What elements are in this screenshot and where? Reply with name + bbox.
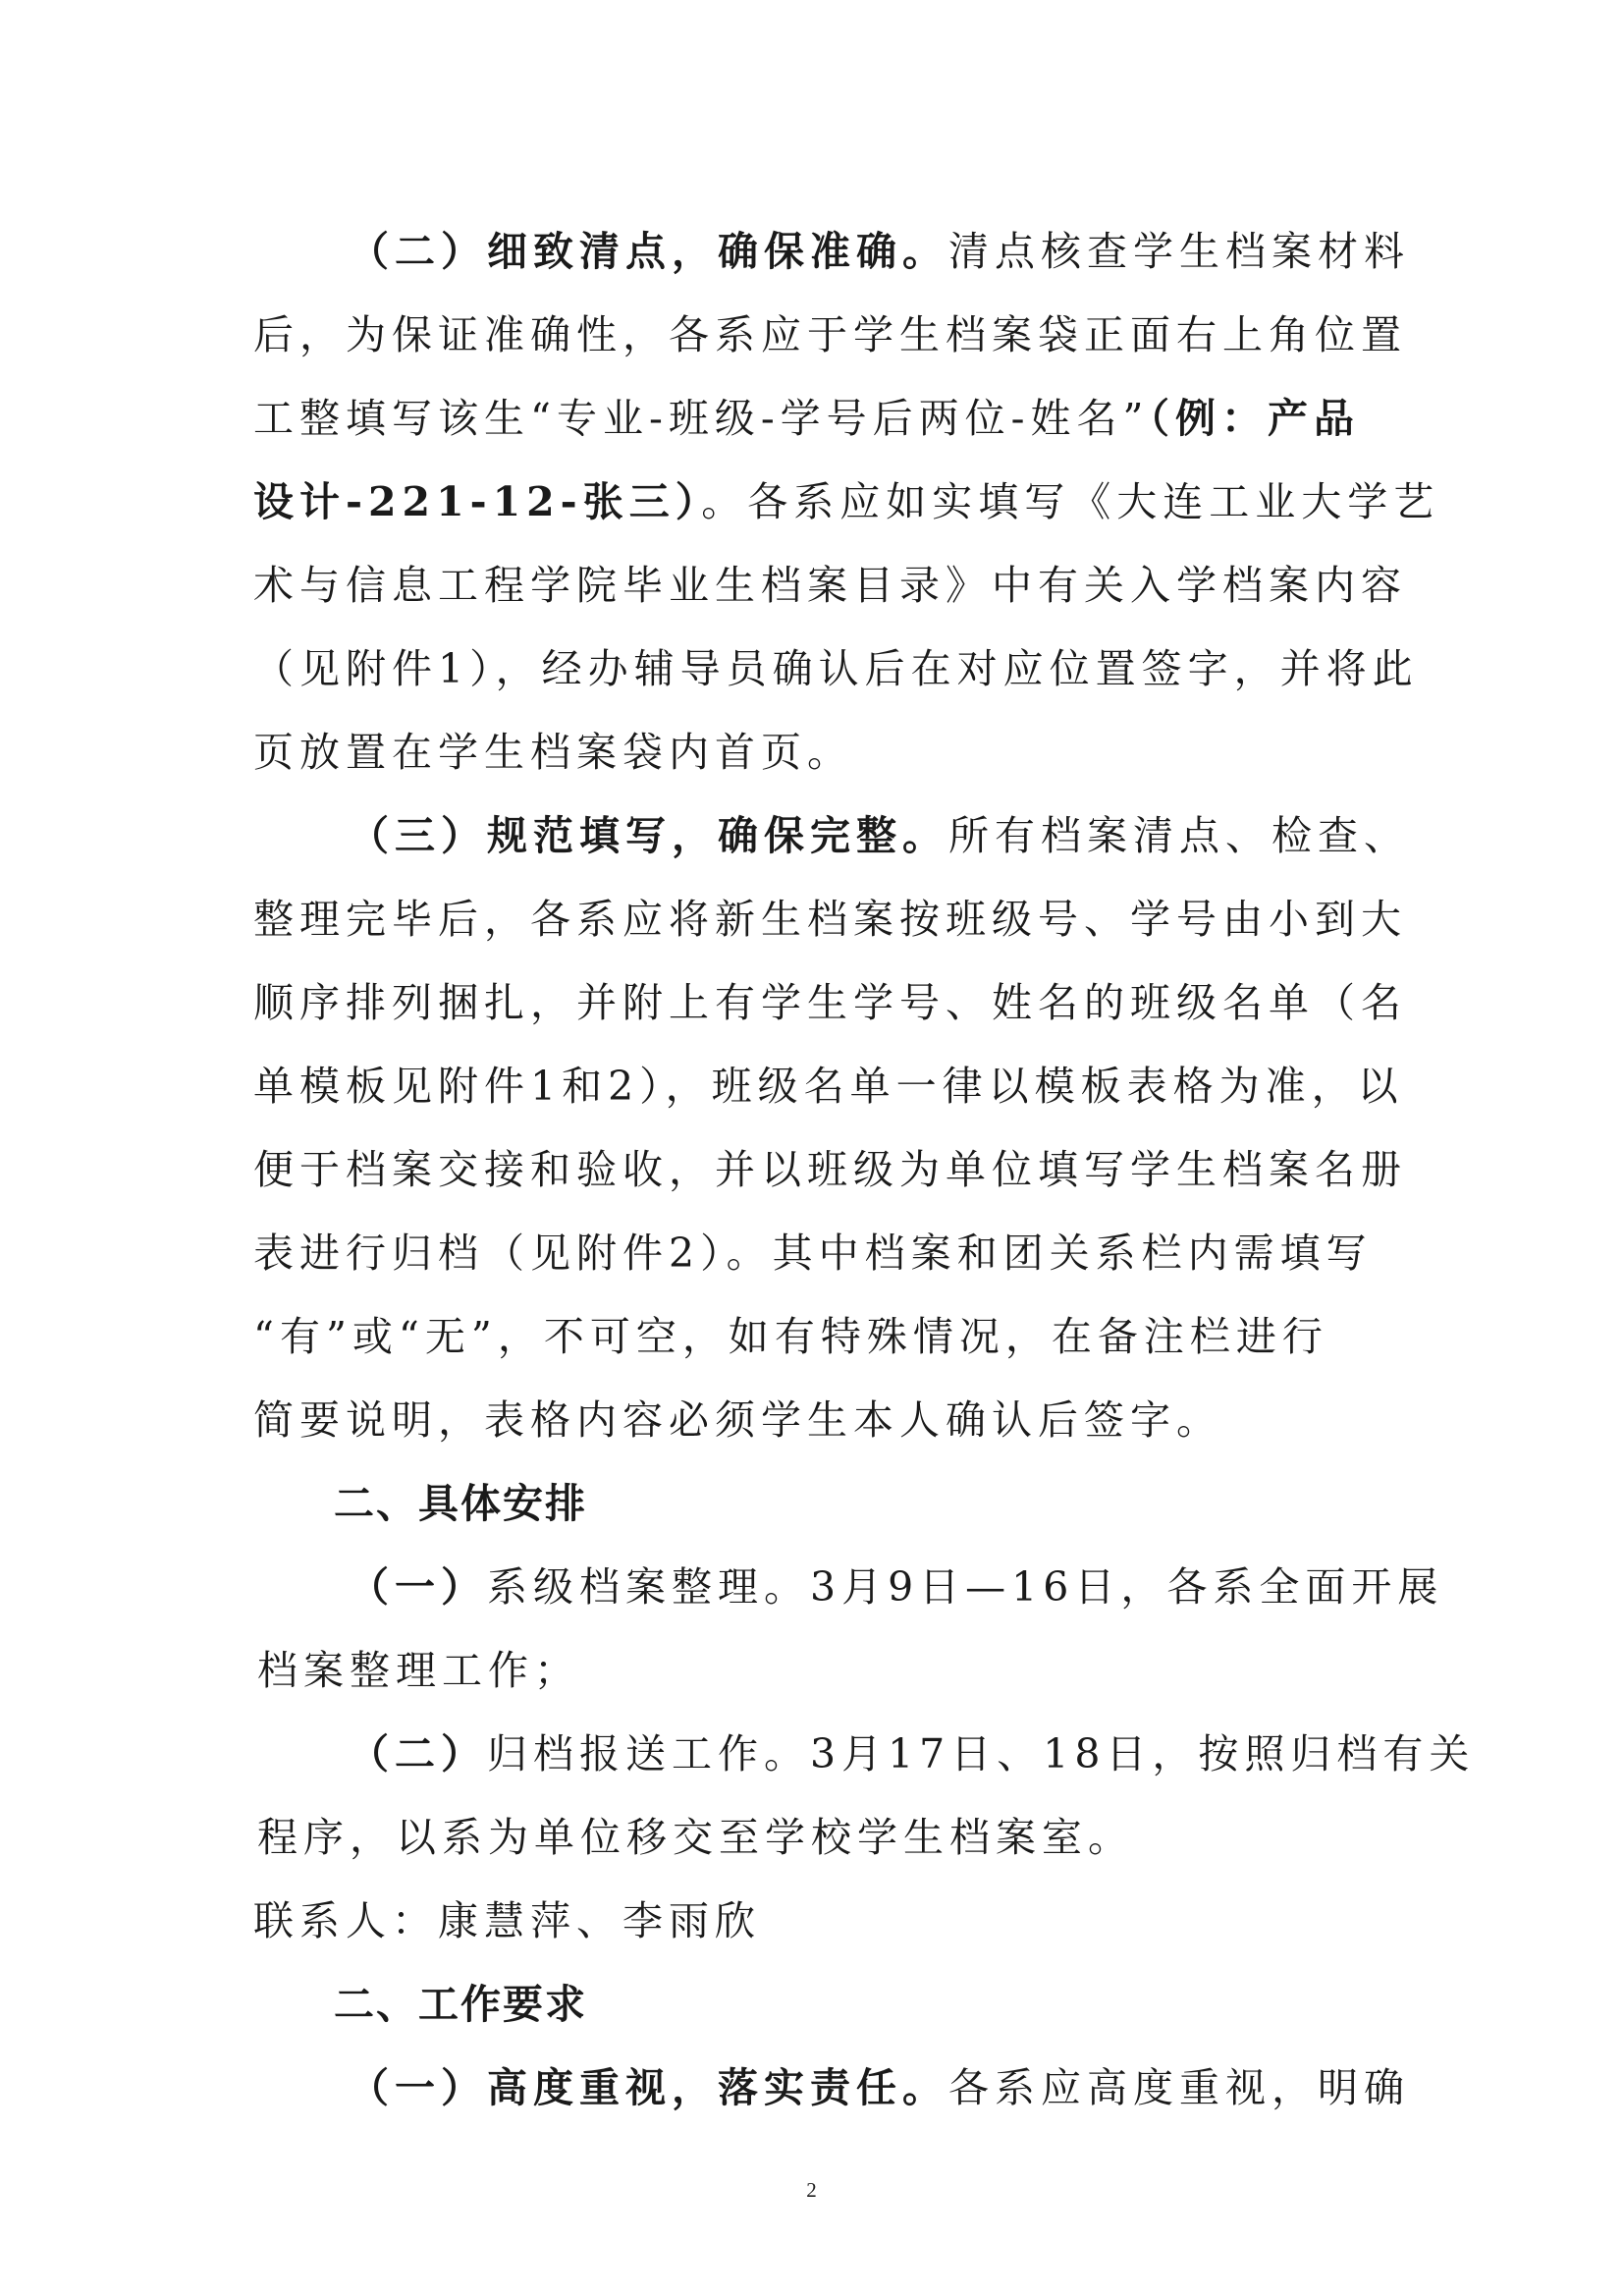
paragraph-line: 单模板见附件1和2），班级名单一律以模板表格为准，以 [253,1063,1404,1110]
body-text: 各系应高度重视，明确 [948,2064,1410,2111]
paragraph-line [253,391,1360,446]
contact-line: 联系人：康慧萍、李雨欣 [253,1897,761,1944]
bold-text: （一） [349,1563,487,1611]
paragraph-line: 简要说明，表格内容必须学生本人确认后签字。 [253,1396,1222,1444]
body-text: 归档报送工作。3月17日、18日，按照归档有关 [487,1730,1476,1777]
paragraph-line [349,1726,1475,1781]
page-number: 2 [806,2178,817,2202]
paragraph-line: 页放置在学生档案袋内首页。 [253,729,853,776]
body-text: 所有档案清点、检查、 [948,812,1410,859]
bold-text: （一）高度重视，落实责任。 [349,2064,948,2111]
paragraph-line: “有”或“无”，不可空，如有特殊情况，在备注栏进行 [253,1313,1328,1360]
bold-text: （三）规范填写，确保完整。 [349,812,948,859]
section-heading: 二、工作要求 [334,1981,587,2028]
paragraph-line: 术与信息工程学院毕业生档案目录》中有关入学档案内容 [253,562,1407,609]
body-text: 系级档案整理。3月9日—16日，各系全面开展 [487,1563,1444,1611]
paragraph-line: 程序，以系为单位移交至学校学生档案室。 [257,1814,1134,1861]
paragraph-line: 整理完毕后，各系应将新生档案按班级号、学号由小到大 [253,896,1407,943]
paragraph-line: 表进行归档（见附件2）。其中档案和团关系栏内需填写 [253,1230,1373,1277]
paragraph-line: 档案整理工作； [257,1647,580,1694]
bold-text: 设计-221-12-张三） [253,478,702,525]
paragraph-line: 便于档案交接和验收，并以班级为单位填写学生档案名册 [253,1146,1407,1193]
paragraph-line [253,474,1439,529]
paragraph-line [349,808,1410,863]
paragraph-line [349,1559,1443,1614]
bold-text: （二）细致清点，确保准确。 [349,228,948,275]
paragraph-line: 后，为保证准确性，各系应于学生档案袋正面右上角位置 [253,311,1407,358]
body-text: 清点核查学生档案材料 [948,228,1410,275]
bold-text: （例：产品 [1149,395,1360,442]
paragraph-line [349,2060,1410,2115]
paragraph-line: 顺序排列捆扎，并附上有学生学号、姓名的班级名单（名 [253,979,1407,1026]
body-text: 。各系应如实填写《大连工业大学艺 [701,478,1440,525]
bold-text: （二） [349,1730,487,1777]
paragraph-line: （见附件1），经办辅导员确认后在对应位置签字，并将此 [253,645,1419,692]
body-text: 工整填写该生“专业-班级-学号后两位-姓名” [253,395,1150,442]
section-heading: 二、具体安排 [334,1480,587,1527]
paragraph-line [349,224,1410,279]
